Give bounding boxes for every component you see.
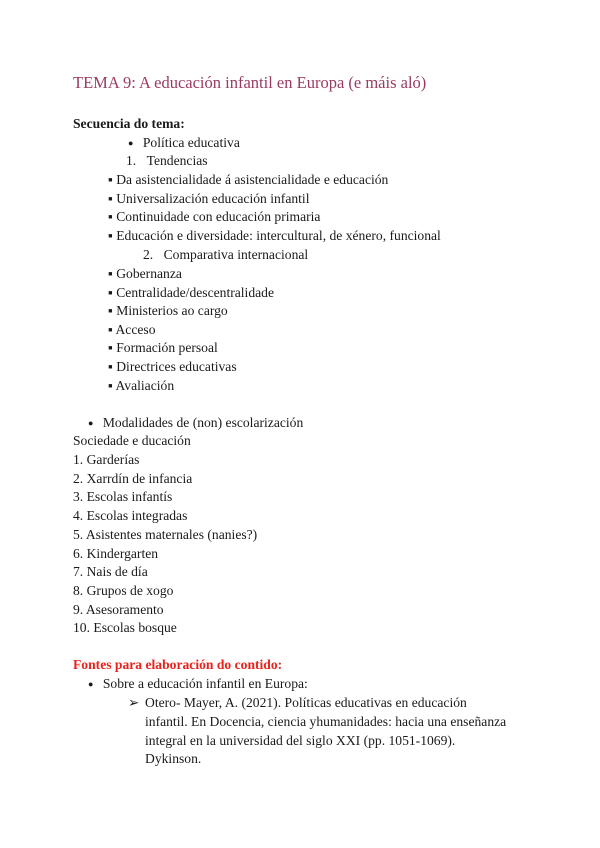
small-bullet-icon: ▪ — [108, 377, 113, 393]
reference-line: infantil. En Docencia, ciencia yhumanidades: hacia una enseñanza — [145, 713, 507, 729]
list-item: ▪ Universalización educación infantil — [108, 190, 310, 206]
list-item: ▪ Da asistencialidade á asistencialidade e educación — [108, 172, 389, 187]
list-item: ▪ Educación e diversidade: intercultural, de xénero, funcional — [108, 227, 441, 243]
small-bullet-icon: ▪ — [108, 303, 113, 319]
small-bullet-icon: ▪ — [108, 358, 113, 374]
arrow-icon: ➢ — [128, 695, 140, 710]
list-item: ▪ Acceso — [108, 321, 156, 337]
small-bullet-icon: ▪ — [108, 209, 113, 225]
list-item: ▪ Directrices educativas — [108, 358, 237, 374]
list-item: 4. Escolas integradas — [73, 508, 188, 524]
list-item: 2. Comparativa internacional — [143, 247, 309, 262]
bullet-icon: ● — [88, 679, 94, 689]
sequence-heading: Secuencia do tema: — [73, 116, 185, 131]
small-bullet-icon: ▪ — [108, 321, 113, 337]
small-bullet-icon: ▪ — [108, 340, 113, 356]
sources-heading: Fontes para elaboración do contido: — [73, 657, 283, 672]
list-item: ● Política educativa — [128, 135, 240, 150]
small-bullet-icon: ▪ — [108, 172, 113, 187]
list-item: ▪ Avaliación — [108, 377, 175, 393]
bullet-icon: ● — [88, 418, 94, 428]
list-item: 7. Nais de día — [73, 564, 148, 580]
list-item: 1. Tendencias — [126, 153, 208, 168]
page-title: TEMA 9: A educación infantil en Europa (e máis aló) — [73, 73, 427, 92]
list-item: ▪ Formación persoal — [108, 340, 218, 356]
small-bullet-icon: ▪ — [108, 190, 113, 206]
list-item: ● Modalidades de (non) escolarización — [88, 415, 304, 430]
reference-line: Otero- Mayer, A. (2021). Políticas educativas en educación — [145, 695, 467, 710]
list-item: 8. Grupos de xogo — [73, 582, 174, 598]
list-item: ▪ Gobernanza — [108, 266, 182, 281]
bullets-a — [108, 171, 441, 245]
small-bullet-icon: ▪ — [108, 227, 113, 243]
list-item: ▪ Centralidade/descentralidade — [108, 284, 274, 300]
list-item: 6. Kindergarten — [73, 545, 159, 561]
reference-line: integral en la universidad del siglo XXI (pp. 1051-1069). — [145, 732, 456, 748]
modalidades-list — [73, 451, 257, 638]
bullet-icon: ● — [128, 138, 134, 148]
small-bullet-icon: ▪ — [108, 266, 113, 281]
sociedade-line: Sociedade e ducación — [73, 433, 191, 448]
reference-line: Dykinson. — [145, 751, 202, 767]
list-item: ▪ Ministerios ao cargo — [108, 303, 228, 319]
list-item: 9. Asesoramento — [73, 601, 164, 617]
list-item: 1. Garderías — [73, 452, 140, 467]
list-item: 10. Escolas bosque — [73, 620, 177, 636]
list-item: ▪ Continuidade con educación primaria — [108, 209, 321, 225]
list-item: ● Sobre a educación infantil en Europa: — [88, 676, 308, 691]
list-item: 5. Asistentes maternales (nanies?) — [73, 526, 258, 542]
reference — [145, 694, 506, 769]
list-item: 3. Escolas infantís — [73, 489, 173, 505]
bullets-b — [108, 265, 274, 395]
list-item: 2. Xarrdín de infancia — [73, 470, 193, 486]
small-bullet-icon: ▪ — [108, 284, 113, 300]
